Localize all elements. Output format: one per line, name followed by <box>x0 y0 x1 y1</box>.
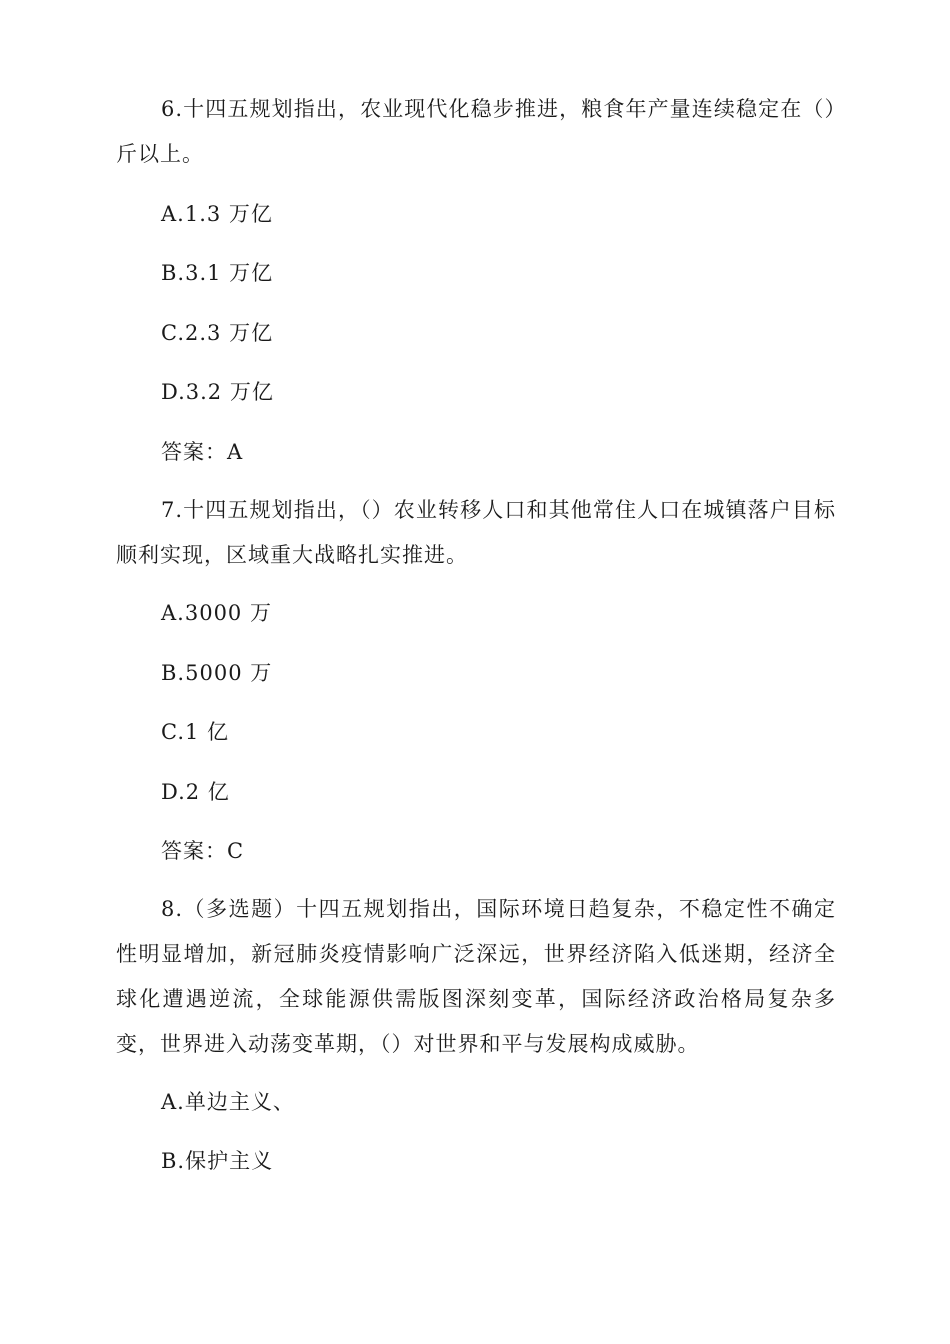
question-8-option-b: B.保护主义 <box>161 1149 274 1173</box>
question-6-answer: 答案：A <box>161 440 244 464</box>
question-7-option-d: D.2 亿 <box>161 780 230 804</box>
question-8-option-a: A.单边主义、 <box>161 1090 295 1114</box>
question-7-option-a: A.3000 万 <box>161 601 272 625</box>
question-6-option-b: B.3.1 万亿 <box>161 261 274 285</box>
question-6-option-c: C.2.3 万亿 <box>161 321 274 345</box>
question-8-text: 8.（多选题）十四五规划指出，国际环境日趋复杂，不稳定性不确定性明显增加，新冠肺炎疫情影响广泛深远，世界经济陷入低迷期，经济全球化遭遇逆流，全球能源供需版图深刻变革，国际经济政治格局复杂多变，世界进入动荡变革期，（）对世界和平与发展构成威胁。 <box>116 897 836 1056</box>
question-7-text: 7.十四五规划指出，（）农业转移人口和其他常住人口在城镇落户目标顺利实现，区域重大战略扎实推进。 <box>116 498 836 567</box>
question-7-answer: 答案：C <box>161 839 245 863</box>
question-7-option-b: B.5000 万 <box>161 661 273 685</box>
question-6-option-d: D.3.2 万亿 <box>161 380 274 404</box>
question-6-text: 6.十四五规划指出，农业现代化稳步推进，粮食年产量连续稳定在（）斤以上。 <box>116 97 836 166</box>
question-7-option-c: C.1 亿 <box>161 720 230 744</box>
question-6-option-a: A.1.3 万亿 <box>161 202 273 226</box>
